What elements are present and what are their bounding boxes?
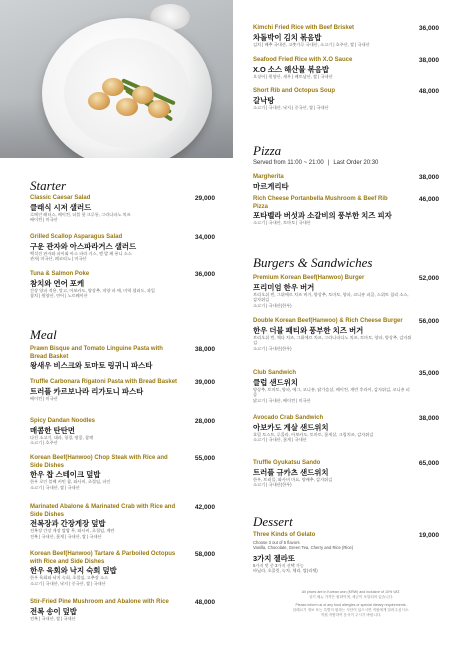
item-name-ko: X.O 소스 해산물 볶음밥 [253,64,330,74]
item-desc: 오징어 | 원양산, 새우 | 베트남산, 쌀 | 국내산 [253,73,333,79]
item-name-ko: 트러플 카르보나라 리가토니 파스타 [30,386,144,396]
item-price: 34,000 [194,234,215,241]
pizza-section [253,143,378,166]
item-price: 52,000 [418,275,439,282]
item-desc: 소고기 | 국내산, 토마토 | 국내산 [253,220,311,225]
item-price: 35,000 [418,370,439,377]
menu-item [30,599,215,621]
item-name-ko: 한우 더블 패티와 풍부한 치즈 버거 [253,325,364,335]
item-name-ko: 3가지 젤라또 [253,553,295,563]
menu-item [253,275,439,308]
item-desc: 김치 | 배추 국내산, 고춧가루 국내산, 소고기 | 호주산, 쌀 | 국내산 [253,41,370,47]
item-name-en: Truffle Carbonara Rigatoni Pasta with Bread Basket [30,379,178,385]
dessert-section [253,514,293,530]
item-desc: 전복 | 국내산, 꽃게 | 국내산, 쌀 | 국내산 [30,533,102,539]
item-price: 38,000 [418,415,439,422]
menu-item [30,346,215,370]
item-desc: 한우 로인 블랙 커민 찹, 와사비, 초절임, 파인 [30,479,111,484]
item-price: 36,000 [194,271,215,278]
item-desc: 소고기 | 국내산, 낙지 | 중국산, 쌀 | 국내산 [30,580,106,586]
served-time: Served from 11:00 ~ 21:00 [253,160,324,166]
item-desc: 참치 | 원양산, 연어 | 노르웨이산 [30,293,88,298]
item-desc: 소고기 | 국내산, 낙지 | 중국산, 쌀 | 국내산 [253,104,329,110]
item-desc: 소고기 | 국내산(한우) [253,482,292,487]
item-name-en: Marinated Abalone & Marinated Crab with Rice and Side Dishes [30,504,176,518]
menu-item [30,551,215,586]
item-name-en: Club Sandwich [253,370,297,376]
item-desc: 전복 | 국내산, 쌀 | 국내산 [30,615,76,621]
item-name-ko: 한우 육회와 낙지 숙회 덮밥 [30,566,117,575]
item-desc: 베이컨 | 미국산 [30,395,58,401]
item-price: 38,000 [418,57,439,64]
item-name-en: Stir-Fried Pine Mushroom and Abalone with Rice [30,599,169,605]
item-name-ko: 클럽 샌드위치 [253,377,298,387]
scallop [102,78,124,96]
notice-line: 직원 적합하여 음식이 주시기 바랍니다. [320,613,382,617]
price-notice [276,590,426,618]
item-name-ko: 마르게리타 [253,181,289,191]
item-desc: 간장 양파 적용, 망고, 아보카도, 양상추, 적양 파 에, 미역 샐러드, 과일 [30,287,155,293]
menu-item [253,370,439,403]
item-name-ko: 구운 관자와 아스파라거스 샐러드 [30,241,137,251]
item-name-en: Truffle Gyukatsu Sando [253,460,321,466]
item-desc: 소고기 | 국내산, 쌀 | 국내산 [30,484,80,490]
item-name-ko: 포타벨라 버섯과 소갈비의 풍부한 치즈 피자 [253,211,392,220]
item-name-en: Seafood Fried Rice with X.O Sauce [253,57,353,63]
menu-item [253,25,439,47]
item-price: 38,000 [194,346,215,353]
item-name-ko: 갈낙탕 [253,95,275,105]
item-name-en: Kimchi Fried Rice with Beef Brisket [253,25,355,31]
item-name-en: Spicy Dandan Noodles [30,418,96,424]
item-desc: 소고기 | 국내산, 꽃게 | 국내산 [253,437,307,442]
menu-item [253,57,439,79]
menu-item [253,415,439,443]
item-name-en: Classic Caesar Salad [30,195,91,201]
section-title: Starter [30,178,67,193]
item-price: 39,000 [194,379,215,386]
starter-section [30,178,66,194]
item-price: 42,000 [194,504,215,511]
item-price: 46,000 [418,196,439,203]
menu-item [253,196,439,226]
item-name-ko: 전복장과 간장게장 덮밥 [30,519,106,528]
item-name-en: Double Korean Beef(Hanwoo) & Rich Cheese Burger [253,318,403,324]
item-desc: Vanilla, Chocolate, Green Tea, Cherry and Rice (Rice) [253,545,354,550]
item-desc: 5가지 맛 중 3가지 선택 가능 [253,562,304,568]
item-desc: 바닐라, 초콜릿, 녹차, 체리, 쌀(리체) [253,568,318,573]
item-desc: 브리오쉬 번, 그뤼에르 치즈 버거, 양상추, 토마토, 양파, 코니숑 피클, 스위트 칠리 소스, 감자튀김 [253,291,409,302]
item-name-ko: 한우 찹 스테이크 덮밥 [30,470,101,479]
item-desc: 베이컨 | 미국산 [30,217,58,222]
menu-item [30,195,215,223]
item-name-ko: 매콤한 탄탄면 [30,425,75,435]
item-name-ko: 차돌박이 김치 볶음밥 [253,32,322,42]
item-desc: 한우 육회와 낙지 숙회, 초절임, 고추장 소스 [30,575,109,580]
item-desc: 한우, 트러플, 와사비 마요, 양배추, 감자튀김 [253,476,333,482]
item-price: 56,000 [418,318,439,325]
item-price: 28,000 [194,418,215,425]
notice-line: All prices are in Korean won (KRW) and inclusive of 10% VAT. [301,590,401,594]
menu-item [30,271,215,299]
item-price: 38,000 [418,174,439,181]
item-price: 29,000 [194,195,215,202]
meal-section [30,327,57,343]
item-name-ko: 전복 송이 덮밥 [30,606,77,616]
item-name-en: Avocado Crab Sandwich [253,415,324,421]
item-desc: 브리오쉬 번, 체다 치즈, 그뤼에르 치즈, 그라나파다노 치즈, 토마토, 양파, 양상추, 감자튀김 [253,334,412,345]
item-name-en: Tuna & Salmon Poke [30,271,90,277]
item-desc: 백석진 관자와 파이와 아스 파라 거스, 엔 발 페 퐁니 소스 [30,250,132,256]
menu-item [30,379,215,401]
item-desc: 관자| 미국산, 페코리노 | 미국산 [30,256,87,261]
item-desc: Choose 3 out of 5 flavors [253,539,300,545]
item-desc: 다진 소고기, 대파, 청경, 땅콩, 참깨 [30,434,94,440]
section-title: Meal [30,327,57,342]
item-name-en: Grilled Scallop Asparagus Salad [30,234,123,240]
notice-line: 상기 메뉴 가격은 원화이며, 세금이 포함되어 있습니다. [308,595,394,599]
item-name-en: Korean Beef(Hanwoo) Chop Steak with Rice and Side Dishes [30,455,168,469]
section-title: Pizza [253,143,282,158]
menu-item [253,318,439,351]
item-desc: 호밀 토스트, 루콜라, 아보카도, 토마토, 꽃게살, 크림치즈, 감자튀김 [253,431,374,437]
item-desc: 양상추, 토마토, 양파, 에그, 코니숑, 닭가슴살, 베이컨, 계란 후라이, 감자튀김, 코니숑 피클 [253,386,410,397]
item-name-en: Premium Korean Beef(Hanwoo) Burger [253,275,365,281]
burgers-section [253,255,372,271]
food-photo [0,0,233,158]
item-name-ko: 트러플 규카츠 샌드위치 [253,467,329,477]
item-desc: 소고기 | 국내산(한우) [253,345,292,351]
menu-item [30,455,215,490]
item-price: 48,000 [194,599,215,606]
scallop [148,100,170,118]
item-name-ko: 왕새우 비스크와 토마토 링귀니 파스타 [30,361,153,370]
item-desc: 로메인 레터스, 베이컨, 더블 핫 크루통, 그라나파노 치즈 [30,211,131,217]
item-name-ko: 아보카도 게살 샌드위치 [253,422,329,432]
item-desc: 닭고기 | 국내산, 베이컨 | 미국산 [253,397,311,403]
item-price: 36,000 [418,25,439,32]
menu-item [30,418,215,446]
notice-line: Please inform us of any food allergies or special dietary requirements. [295,603,407,607]
item-price: 58,000 [194,551,215,558]
item-name-en: Margherita [253,174,284,180]
item-name-en: Short Rib and Octopus Soup [253,88,335,94]
menu-item [30,504,215,539]
item-desc: 전복장 간장 게장 쌀밥 무, 와사비, 초절임, 계란 [30,528,115,533]
item-price: 19,000 [418,532,439,539]
item-name-ko: 클래식 시저 샐러드 [30,202,92,212]
item-name-en: Prawn Bisque and Tomato Linguine Pasta with Bread Basket [30,346,163,360]
item-name-en: Rich Cheese Portanbella Mushroom & Beef Rib Pizza [253,196,388,210]
item-name-ko: 프리미엄 한우 버거 [253,282,315,292]
menu-item [253,174,439,191]
menu-item [253,88,439,110]
item-name-en: Three Kinds of Gelato [253,532,316,538]
section-title: Burgers & Sandwiches [253,255,373,270]
item-price: 65,000 [418,460,439,467]
item-name-ko: 참치와 연어 포케 [30,278,85,288]
item-price: 48,000 [418,88,439,95]
item-name-en: Korean Beef(Hanwoo) Tartare & Parboiled Octopus with Rice and Side Dishes [30,551,176,565]
item-desc: 소고기 | 국내산(한우) [253,302,292,308]
section-title: Dessert [253,514,293,529]
menu-item [253,532,439,574]
item-desc: 소고기 | 호주산 [30,440,58,445]
service-hours: Served from 11:00 ~ 21:00 | Last Order 20:30 [253,160,379,166]
notice-line: 알레르기 정보 또는 특별히 원하는 식단이 있으시면 직원에게 알려주십시오. [292,608,410,612]
menu-item [253,460,439,488]
last-order: Last Order 20:30 [333,160,379,166]
item-price: 55,000 [194,455,215,462]
menu-item [30,234,215,262]
